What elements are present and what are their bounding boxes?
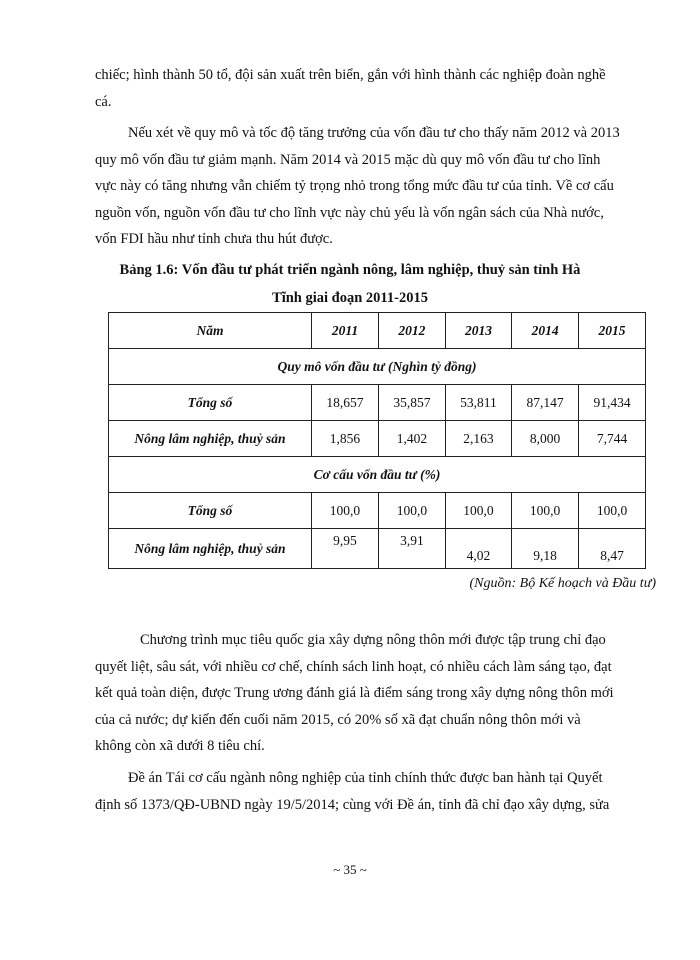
table-row [109,493,646,529]
table-caption [95,256,605,312]
text-line: nguồn vốn, nguồn vốn đầu tư cho lĩnh vực này chủ yếu là vốn ngân sách của Nhà nước, [95,204,604,221]
caption-line: Bảng 1.6: Vốn đầu tư phát triển ngành nông, lâm nghiệp, thuỷ sản tỉnh Hà [119,262,581,278]
investment-table [108,312,646,569]
row-label: Tổng số [109,385,312,421]
row-label: Nông lâm nghiệp, thuỷ sản [109,421,312,457]
paragraph-investment-scale [95,120,655,253]
header-cell: 2014 [512,313,579,349]
paragraph-intro [95,62,655,115]
page-number: ~ 35 ~ [333,862,367,877]
value-cell: 53,811 [445,385,511,421]
header-cell: 2012 [378,313,445,349]
text-line: cá. [95,93,112,110]
value-cell: 35,857 [378,385,445,421]
table-row [109,385,646,421]
section-title: Cơ cấu vốn đầu tư (%) [109,457,646,493]
text-line: kết quả toàn diện, được Trung ương đánh giá là điểm sáng trong xây dựng nông thôn mới [95,685,614,701]
value-cell: 100,0 [378,493,445,529]
table-section-row [109,349,646,385]
value-cell: 100,0 [445,493,511,529]
value-cell: 7,744 [579,421,646,457]
text-line: Chương trình mục tiêu quốc gia xây dựng nông thôn mới được tập trung chỉ đạo [140,632,606,648]
value-cell: 1,402 [378,421,445,457]
caption-line: Tĩnh giai đoạn 2011-2015 [272,290,428,306]
table-row [109,529,646,569]
value-cell: 8,000 [512,421,579,457]
text-line: quy mô vốn đầu tư giảm mạnh. Năm 2014 và 2015 mặc dù quy mô vốn đầu tư cho lĩnh [95,151,601,168]
value-cell: 18,657 [312,385,379,421]
table-header-row [109,313,646,349]
paragraph-new-rural [95,627,655,760]
value-cell: 8,47 [579,529,646,569]
value-cell: 9,18 [512,529,579,569]
value-cell: 4,02 [445,529,511,569]
section-title: Quy mô vốn đầu tư (Nghìn tỷ đồng) [109,349,646,385]
table-source: (Nguồn: Bộ Kế hoạch và Đầu tư) [469,576,656,591]
value-cell: 91,434 [579,385,646,421]
value-cell: 100,0 [312,493,379,529]
row-label: Nông lâm nghiệp, thuỷ sản [109,529,312,569]
text-line: vốn FDI hầu như tỉnh chưa thu hút được. [95,231,333,247]
text-line: quyết liệt, sâu sát, với nhiều cơ chế, chính sách linh hoạt, có nhiều cách làm sáng tạo, đạt [95,658,612,675]
text-line: của cả nước; dự kiến đến cuối năm 2015, có 20% số xã đạt chuẩn nông thôn mới và [95,711,581,728]
text-line: Đề án Tái cơ cấu ngành nông nghiệp của tỉnh chính thức được ban hành tại Quyết [128,770,603,786]
row-label: Tổng số [109,493,312,529]
table-row [109,421,646,457]
header-cell: 2011 [312,313,379,349]
header-cell: 2013 [445,313,511,349]
text-line: không còn xã dưới 8 tiêu chí. [95,738,265,754]
paragraph-restructuring [95,765,655,818]
header-cell: 2015 [579,313,646,349]
table-section-row [109,457,646,493]
value-cell: 1,856 [312,421,379,457]
value-cell: 2,163 [445,421,511,457]
value-cell: 100,0 [579,493,646,529]
value-cell: 87,147 [512,385,579,421]
text-line: chiếc; hình thành 50 tổ, đội sản xuất trên biển, gắn với hình thành các nghiệp đoàn nghề [95,67,606,83]
value-cell: 3,91 [378,529,445,569]
header-cell: Năm [109,313,312,349]
value-cell: 9,95 [312,529,379,569]
value-cell: 100,0 [512,493,579,529]
text-line: vực này có tăng nhưng vẫn chiếm tỷ trọng nhỏ trong tổng mức đầu tư của tỉnh. Về cơ cấu [95,178,614,194]
text-line: Nếu xét về quy mô và tốc độ tăng trưởng của vốn đầu tư cho thấy năm 2012 và 2013 [128,125,620,141]
text-line: định số 1373/QĐ-UBND ngày 19/5/2014; cùng với Đề án, tỉnh đã chỉ đạo xây dựng, sửa [95,796,610,813]
